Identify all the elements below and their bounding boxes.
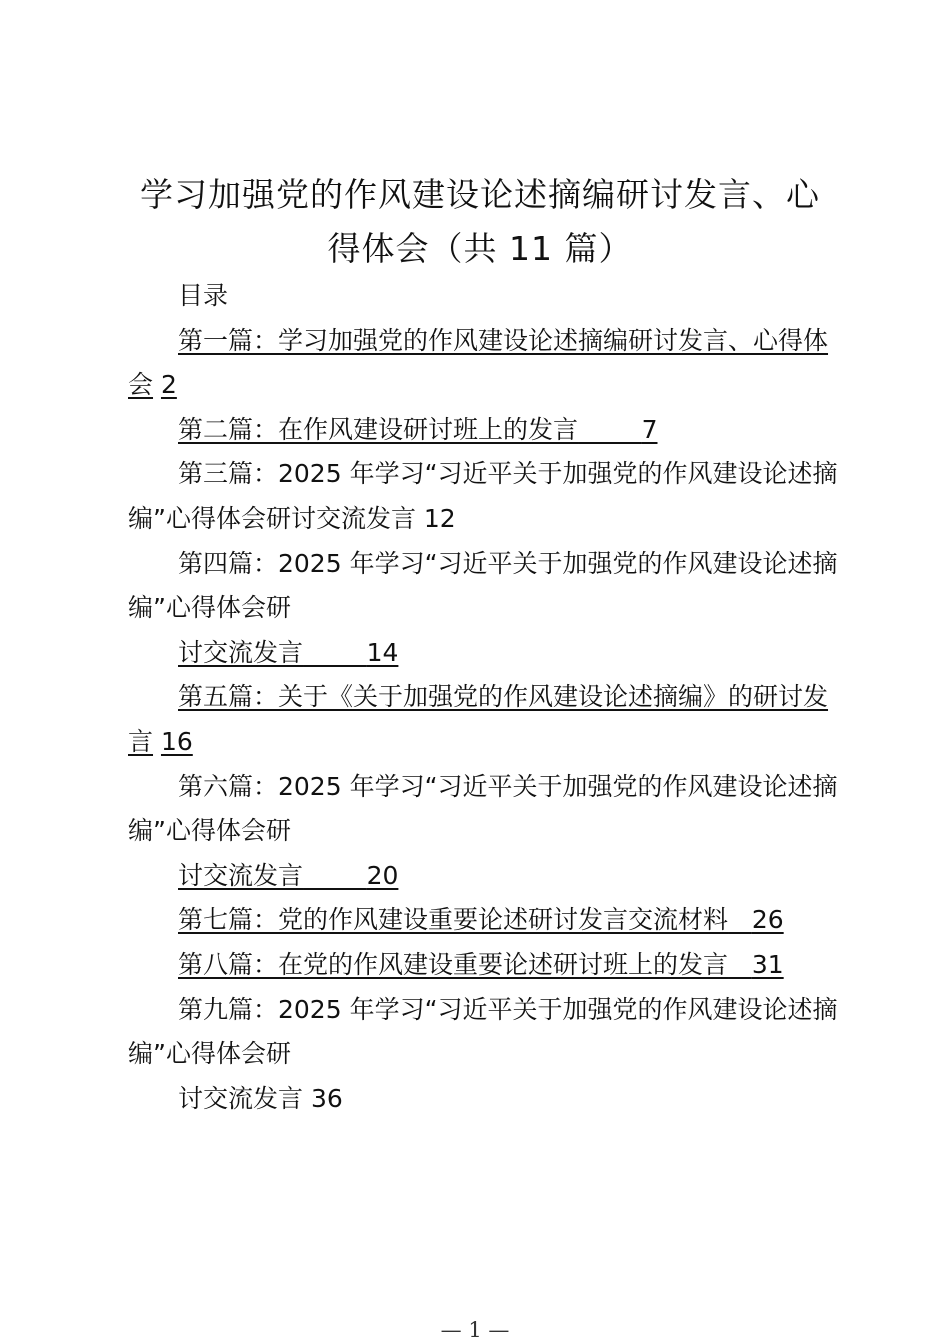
document-title: [118, 168, 842, 276]
toc-entry-5-page[interactable]: 16: [160, 726, 193, 756]
toc-entry-6-line-1: 第六篇：2025 年学习“习近平关于加强党的作风建设论述: [178, 771, 813, 801]
toc-entry-2[interactable]: [128, 408, 838, 453]
table-of-contents: [128, 274, 838, 1121]
toc-entry-6-continuation[interactable]: [128, 854, 838, 899]
document-title-line-1: 学习加强党的作风建设论述摘编研讨发言、心: [140, 175, 820, 214]
toc-entry-4-line-2: 摘编”心得体会研: [128, 548, 838, 623]
toc-entry-1[interactable]: [128, 319, 838, 408]
toc-entry-9-line-3: 讨交流发言 36: [178, 1083, 343, 1113]
toc-entry-4-continuation[interactable]: [128, 631, 838, 676]
toc-entry-9-line-1: 第九篇：2025 年学习“习近平关于加强党的作风建设论述: [178, 994, 813, 1024]
document-title-line-2: 得体会（共 11 篇）: [327, 229, 633, 268]
toc-entry-9-continuation: [128, 1077, 838, 1122]
toc-entry-6-page[interactable]: 20: [366, 860, 399, 890]
toc-entry-2-title[interactable]: 第二篇：在作风建设研讨班上的发言 7: [178, 414, 658, 444]
toc-entry-5[interactable]: [128, 675, 838, 764]
toc-entry-6-line-3[interactable]: 讨交流发言 20: [178, 860, 399, 890]
toc-entry-6-line-2: 摘编”心得体会研: [128, 771, 838, 846]
toc-entry-5-title[interactable]: 第五篇：关于《关于加强党的作风建设论述摘编》的研讨: [178, 682, 804, 712]
page-number: — 1 —: [440, 1318, 510, 1342]
toc-entry-2-page[interactable]: 7: [641, 414, 658, 444]
toc-entry-7-page[interactable]: 26: [751, 905, 784, 935]
toc-entry-7[interactable]: [128, 898, 838, 943]
toc-entry-7-title[interactable]: 第七篇：党的作风建设重要论述研讨发言交流材料 26: [178, 905, 784, 935]
toc-entry-4: [128, 542, 838, 631]
toc-entry-9-line-2: 摘编”心得体会研: [128, 994, 838, 1069]
toc-entry-1-title-cont[interactable]: 体会: [128, 325, 829, 400]
toc-heading: 目录: [178, 281, 229, 310]
toc-entry-1-title[interactable]: 第一篇：学习加强党的作风建设论述摘编研讨发言、心得: [178, 325, 804, 355]
toc-entry-5-title-cont[interactable]: 发言: [128, 682, 829, 756]
toc-entry-8-title[interactable]: 第八篇：在党的作风建设重要论述研讨班上的发言 31: [178, 949, 784, 979]
toc-entry-8-page[interactable]: 31: [751, 949, 784, 979]
toc-entry-9: [128, 988, 838, 1077]
toc-entry-3: [128, 452, 838, 541]
toc-entry-1-page[interactable]: 2: [160, 370, 177, 400]
toc-entry-3-line-1: 第三篇：2025 年学习“习近平关于加强党的作风建设论述: [178, 459, 813, 489]
toc-entry-4-line-3[interactable]: 讨交流发言 14: [178, 637, 399, 667]
toc-entry-4-line-1: 第四篇：2025 年学习“习近平关于加强党的作风建设论述: [178, 548, 813, 578]
toc-entry-6: [128, 765, 838, 854]
toc-entry-8[interactable]: [128, 943, 838, 988]
toc-entry-4-page[interactable]: 14: [366, 637, 399, 667]
toc-entry-3-line-2: 摘编”心得体会研讨交流发言 12: [128, 459, 838, 533]
